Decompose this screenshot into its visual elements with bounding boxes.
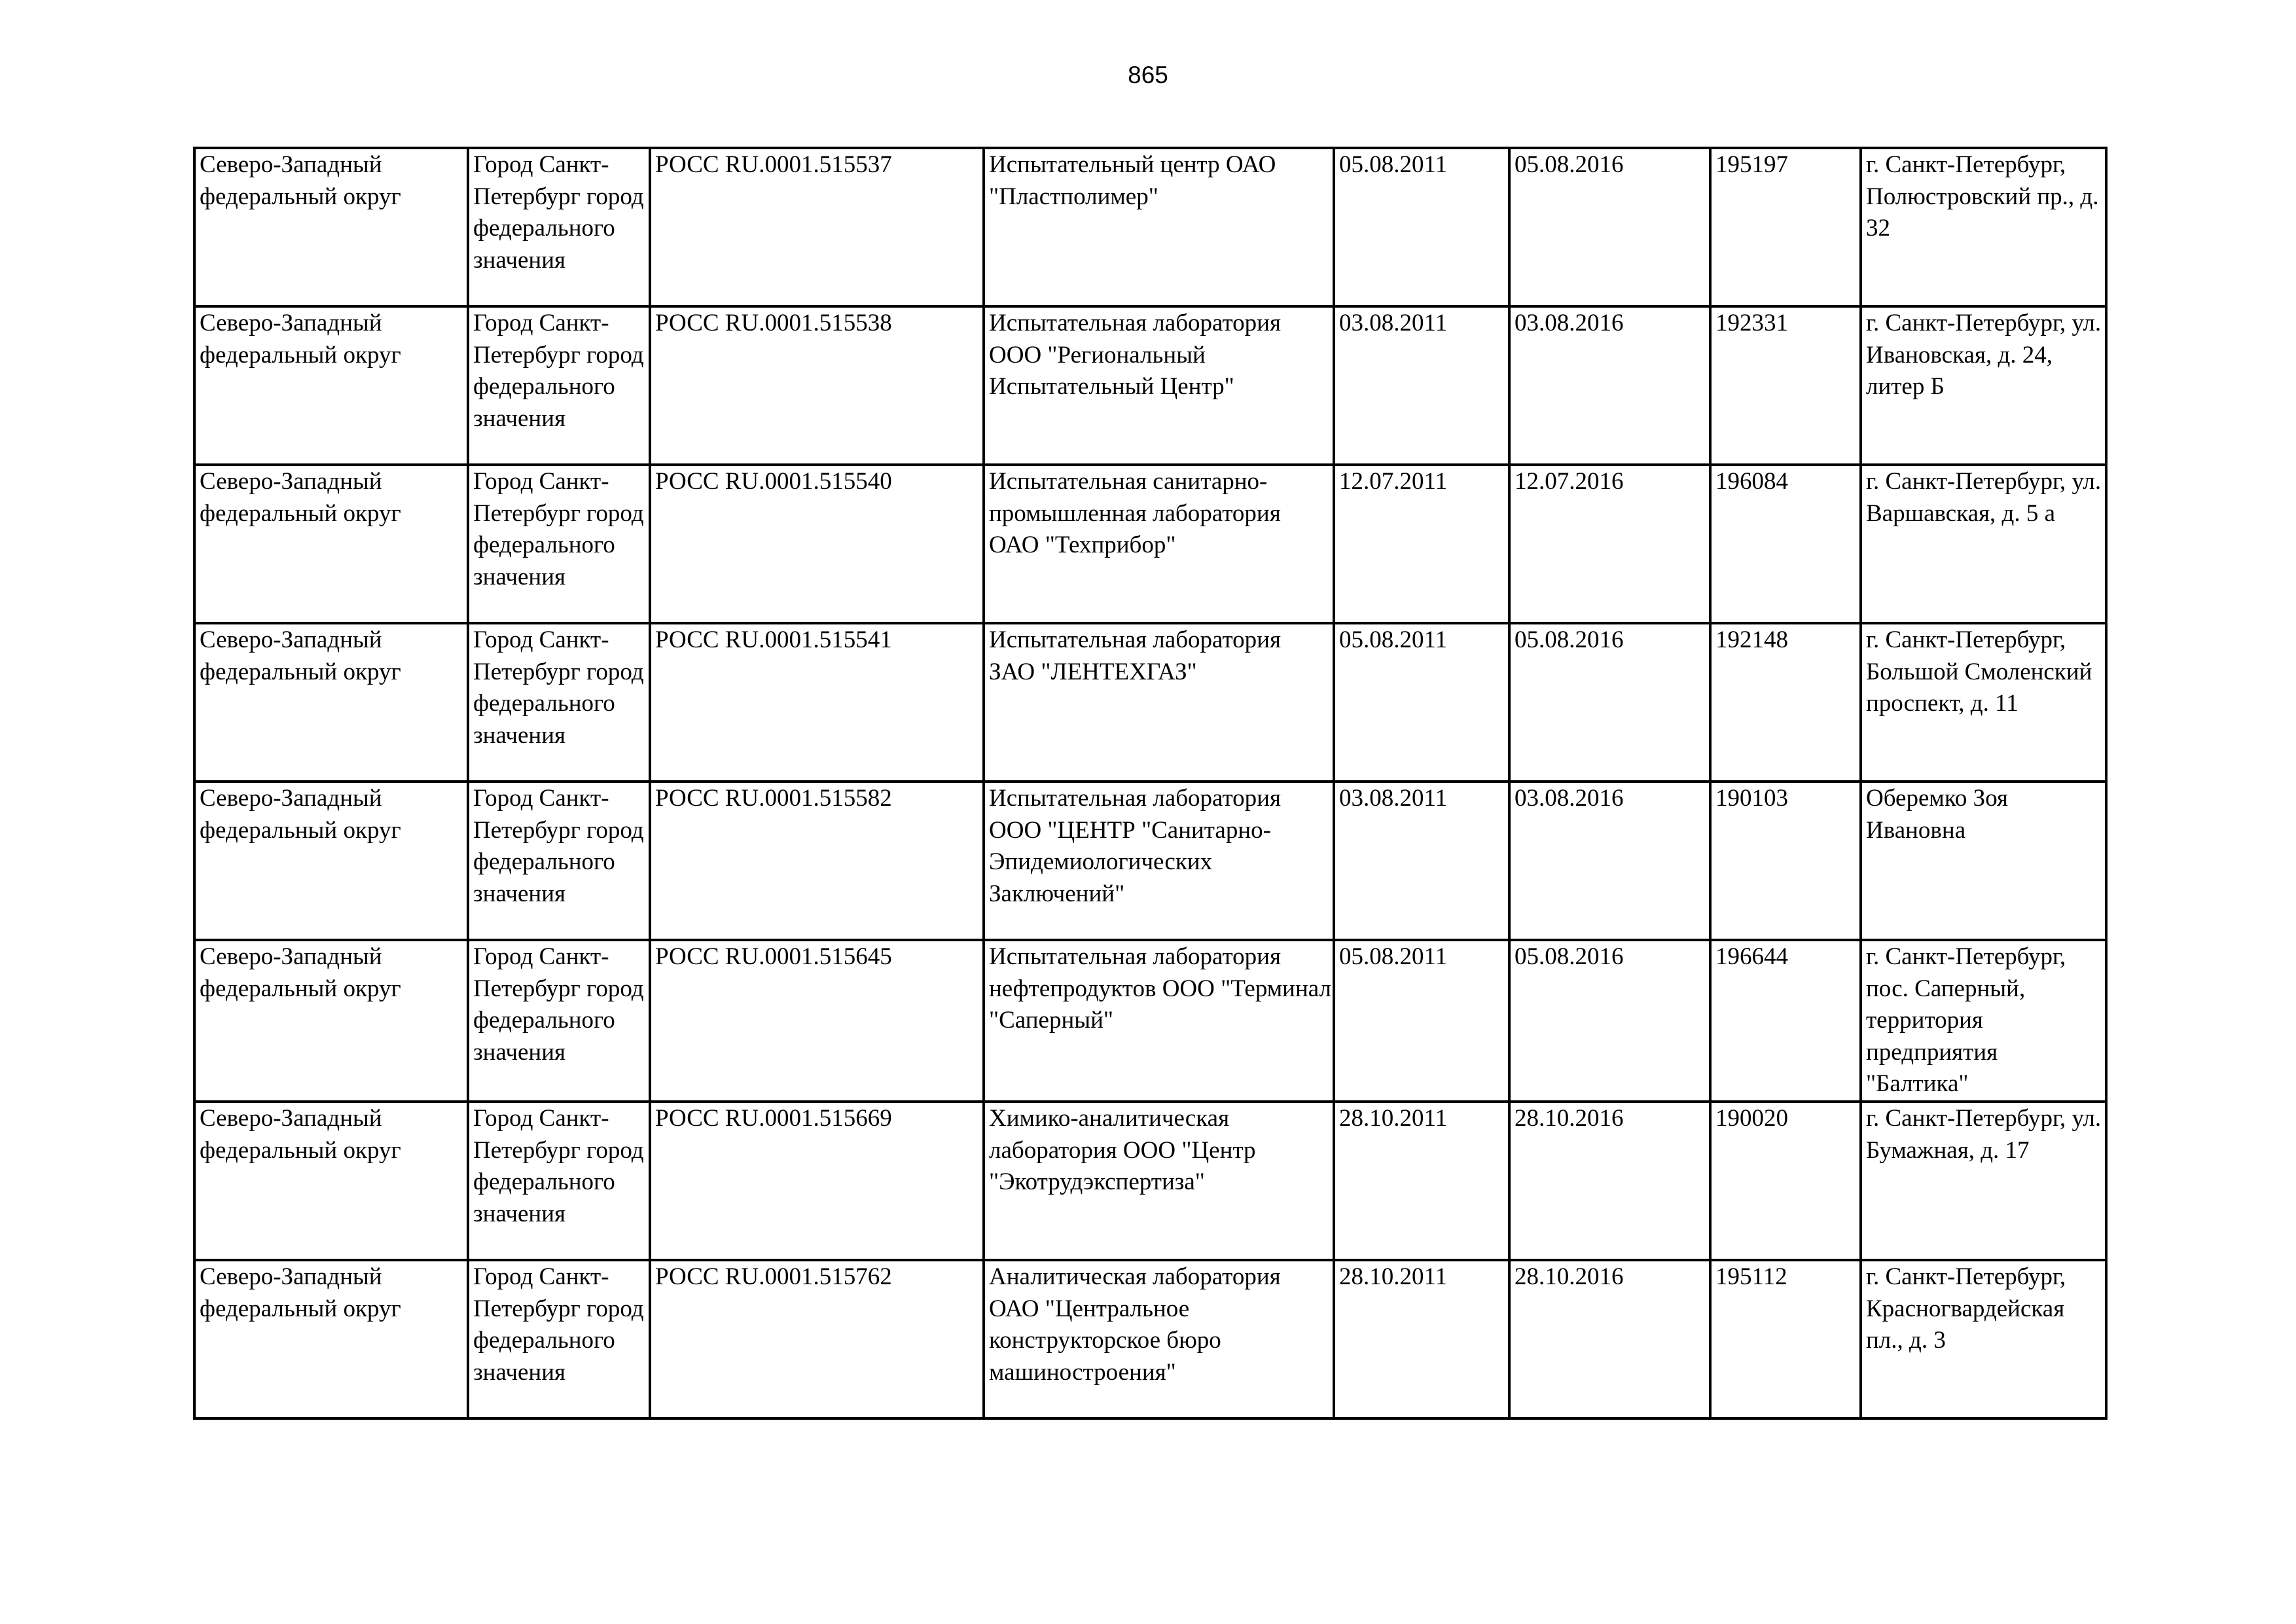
district-cell: Северо-Западный федеральный округ (194, 1102, 468, 1260)
table-row (194, 306, 2106, 465)
organization-cell: Испытательный центр ОАО "Пластполимер" (984, 148, 1334, 306)
district-cell: Северо-Западный федеральный округ (194, 148, 468, 306)
date-valid-cell: 28.10.2016 (1509, 1102, 1710, 1260)
region-cell: Город Санкт-Петербург город федерального значения (468, 782, 650, 940)
region-cell: Город Санкт-Петербург город федерального значения (468, 306, 650, 465)
date-issued-cell: 28.10.2011 (1334, 1102, 1509, 1260)
date-issued-cell: 28.10.2011 (1334, 1260, 1509, 1418)
address-cell: г. Санкт-Петербург, Красногвардейская пл., д. 3 (1861, 1260, 2106, 1418)
region-cell: Город Санкт-Петербург город федерального значения (468, 465, 650, 623)
certificate-cell: РОСС RU.0001.515762 (650, 1260, 984, 1418)
organization-cell: Испытательная лаборатория нефтепродуктов ООО "Терминал "Саперный" (984, 940, 1334, 1102)
date-valid-cell: 12.07.2016 (1509, 465, 1710, 623)
registry-table (193, 147, 2108, 1420)
organization-cell: Химико-аналитическая лаборатория ООО "Центр "Экотрудэкспертиза" (984, 1102, 1334, 1260)
date-valid-cell: 28.10.2016 (1509, 1260, 1710, 1418)
date-valid-cell: 05.08.2016 (1509, 940, 1710, 1102)
certificate-cell: РОСС RU.0001.515541 (650, 623, 984, 782)
postal-code-cell: 196084 (1710, 465, 1861, 623)
district-cell: Северо-Западный федеральный округ (194, 782, 468, 940)
region-cell: Город Санкт-Петербург город федерального значения (468, 940, 650, 1102)
postal-code-cell: 192148 (1710, 623, 1861, 782)
date-issued-cell: 05.08.2011 (1334, 623, 1509, 782)
address-cell: г. Санкт-Петербург, ул. Бумажная, д. 17 (1861, 1102, 2106, 1260)
certificate-cell: РОСС RU.0001.515537 (650, 148, 984, 306)
certificate-cell: РОСС RU.0001.515645 (650, 940, 984, 1102)
table-body (194, 148, 2106, 1418)
region-cell: Город Санкт-Петербург город федерального значения (468, 1102, 650, 1260)
region-cell: Город Санкт-Петербург город федерального значения (468, 623, 650, 782)
address-cell: г. Санкт-Петербург, пос. Саперный, территория предприятия "Балтика" (1861, 940, 2106, 1102)
date-issued-cell: 12.07.2011 (1334, 465, 1509, 623)
postal-code-cell: 190020 (1710, 1102, 1861, 1260)
district-cell: Северо-Западный федеральный округ (194, 1260, 468, 1418)
table-row (194, 1102, 2106, 1260)
address-cell: Оберемко Зоя Ивановна (1861, 782, 2106, 940)
postal-code-cell: 192331 (1710, 306, 1861, 465)
table-row (194, 940, 2106, 1102)
date-issued-cell: 03.08.2011 (1334, 782, 1509, 940)
table-row (194, 148, 2106, 306)
date-valid-cell: 03.08.2016 (1509, 306, 1710, 465)
address-cell: г. Санкт-Петербург, ул. Варшавская, д. 5 а (1861, 465, 2106, 623)
organization-cell: Испытательная лаборатория ООО "ЦЕНТР "Санитарно-Эпидемиологических Заключений" (984, 782, 1334, 940)
organization-cell: Испытательная лаборатория ЗАО "ЛЕНТЕХГАЗ" (984, 623, 1334, 782)
certificate-cell: РОСС RU.0001.515669 (650, 1102, 984, 1260)
region-cell: Город Санкт-Петербург город федерального значения (468, 148, 650, 306)
organization-cell: Испытательная санитарно-промышленная лаборатория ОАО "Техприбор" (984, 465, 1334, 623)
organization-cell: Аналитическая лаборатория ОАО "Центральное конструкторское бюро машиностроения" (984, 1260, 1334, 1418)
table-row (194, 1260, 2106, 1418)
date-issued-cell: 05.08.2011 (1334, 148, 1509, 306)
address-cell: г. Санкт-Петербург, Полюстровский пр., д. 32 (1861, 148, 2106, 306)
certificate-cell: РОСС RU.0001.515582 (650, 782, 984, 940)
date-issued-cell: 03.08.2011 (1334, 306, 1509, 465)
district-cell: Северо-Западный федеральный округ (194, 306, 468, 465)
district-cell: Северо-Западный федеральный округ (194, 623, 468, 782)
date-issued-cell: 05.08.2011 (1334, 940, 1509, 1102)
organization-cell: Испытательная лаборатория ООО "Региональный Испытательный Центр" (984, 306, 1334, 465)
page-number: 865 (1128, 62, 1168, 88)
district-cell: Северо-Западный федеральный округ (194, 940, 468, 1102)
district-cell: Северо-Западный федеральный округ (194, 465, 468, 623)
postal-code-cell: 195112 (1710, 1260, 1861, 1418)
date-valid-cell: 05.08.2016 (1509, 623, 1710, 782)
postal-code-cell: 190103 (1710, 782, 1861, 940)
certificate-cell: РОСС RU.0001.515540 (650, 465, 984, 623)
address-cell: г. Санкт-Петербург, Большой Смоленский проспект, д. 11 (1861, 623, 2106, 782)
region-cell: Город Санкт-Петербург город федерального значения (468, 1260, 650, 1418)
table-row (194, 465, 2106, 623)
certificate-cell: РОСС RU.0001.515538 (650, 306, 984, 465)
postal-code-cell: 195197 (1710, 148, 1861, 306)
date-valid-cell: 05.08.2016 (1509, 148, 1710, 306)
table-row (194, 623, 2106, 782)
date-valid-cell: 03.08.2016 (1509, 782, 1710, 940)
table-row (194, 782, 2106, 940)
address-cell: г. Санкт-Петербург, ул. Ивановская, д. 24, литер Б (1861, 306, 2106, 465)
postal-code-cell: 196644 (1710, 940, 1861, 1102)
